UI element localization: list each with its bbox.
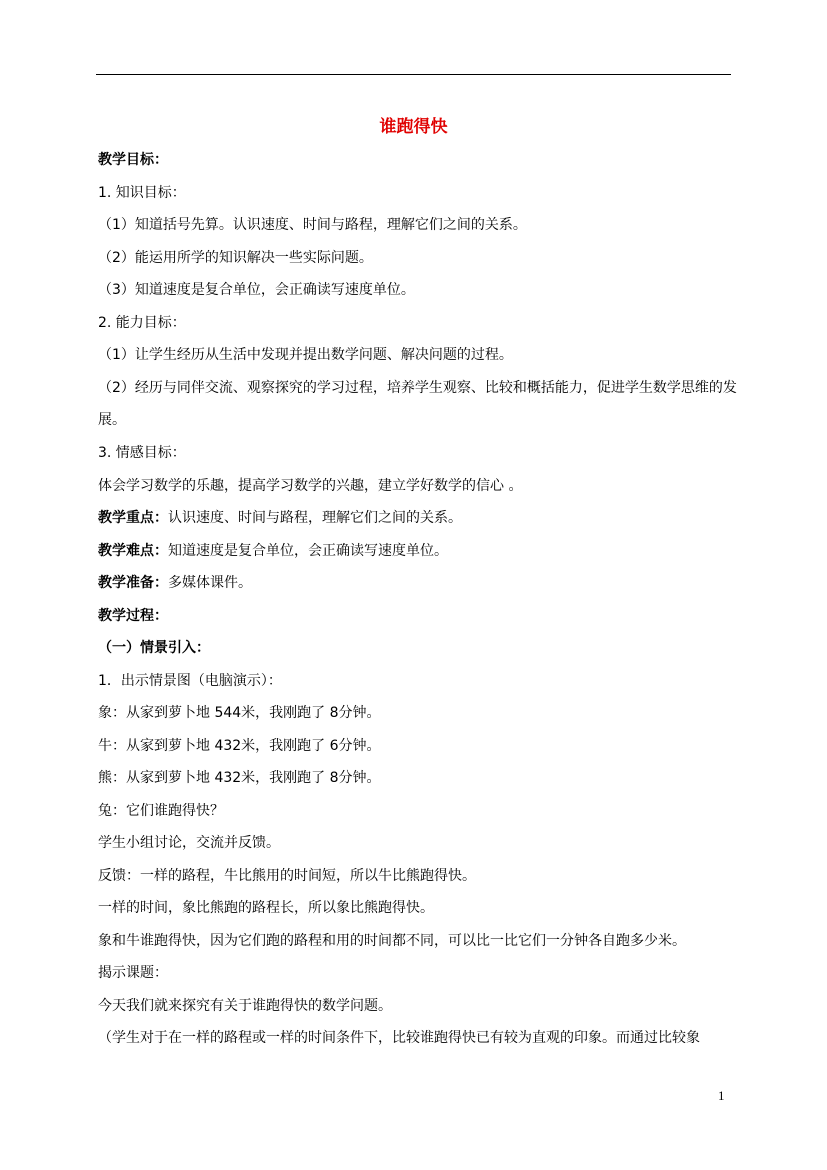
knowledge-goal-1: （1）知道括号先算。认识速度、时间与路程，理解它们之间的关系。 (98, 217, 527, 233)
section-heading: （一）情景引入： (98, 640, 210, 656)
page-number: 1 (718, 1088, 725, 1103)
process-line: 牛：从家到萝卜地 432米，我刚跑了 6分钟。 (98, 738, 381, 754)
knowledge-goal-3: （3）知道速度是复合单位，会正确读写速度单位。 (98, 282, 415, 298)
process-line: 揭示课题： (98, 965, 168, 981)
process-heading: 教学过程： (98, 608, 168, 624)
process-line: 象：从家到萝卜地 544米，我刚跑了 8分钟。 (98, 705, 381, 721)
difficulty-label: 教学难点： (98, 543, 168, 559)
header-rule (96, 74, 731, 75)
key-point-label: 教学重点： (98, 510, 168, 526)
key-point-text: 认识速度、时间与路程，理解它们之间的关系。 (168, 510, 462, 526)
goals-heading: 教学目标： (98, 152, 168, 168)
ability-goal-1: （1）让学生经历从生活中发现并提出数学问题、解决问题的过程。 (98, 347, 513, 363)
difficulty-text: 知道速度是复合单位，会正确读写速度单位。 (168, 543, 448, 559)
process-line: 1．出示情景图（电脑演示）： (98, 673, 282, 689)
process-line: 学生小组讨论，交流并反馈。 (98, 835, 280, 851)
difficulty (98, 541, 738, 561)
key-point (98, 508, 738, 528)
ability-goal-heading: 2. 能力目标： (98, 315, 186, 331)
preparation-text: 多媒体课件。 (168, 575, 252, 591)
knowledge-goal-2: （2）能运用所学的知识解决一些实际问题。 (98, 250, 373, 266)
preparation (98, 573, 738, 593)
process-line: 兔：它们谁跑得快？ (98, 803, 224, 819)
process-line: （学生对于在一样的路程或一样的时间条件下，比较谁跑得快已有较为直观的印象。而通过比较象 (98, 1030, 700, 1046)
process-line: 一样的时间，象比熊跑的路程长，所以象比熊跑得快。 (98, 900, 434, 916)
ability-goal-2: （2）经历与同伴交流、观察探究的学习过程，培养学生观察、比较和概括能力，促进学生数学思维的发展。 (98, 380, 737, 428)
document-title: 谁跑得快 (379, 117, 448, 137)
emotion-goal-heading: 3. 情感目标： (98, 445, 186, 461)
knowledge-goal-heading: 1. 知识目标： (98, 185, 186, 201)
emotion-goal-1: 体会学习数学的乐趣，提高学习数学的兴趣，建立学好数学的信心 。 (98, 478, 523, 494)
process-line: 熊：从家到萝卜地 432米，我刚跑了 8分钟。 (98, 770, 381, 786)
process-line: 反馈：一样的路程，牛比熊用的时间短，所以牛比熊跑得快。 (98, 868, 476, 884)
preparation-label: 教学准备： (98, 575, 168, 591)
process-line: 象和牛谁跑得快，因为它们跑的路程和用的时间都不同，可以比一比它们一分钟各自跑多少米。 (98, 933, 686, 949)
process-line: 今天我们就来探究有关于谁跑得快的数学问题。 (98, 998, 392, 1014)
